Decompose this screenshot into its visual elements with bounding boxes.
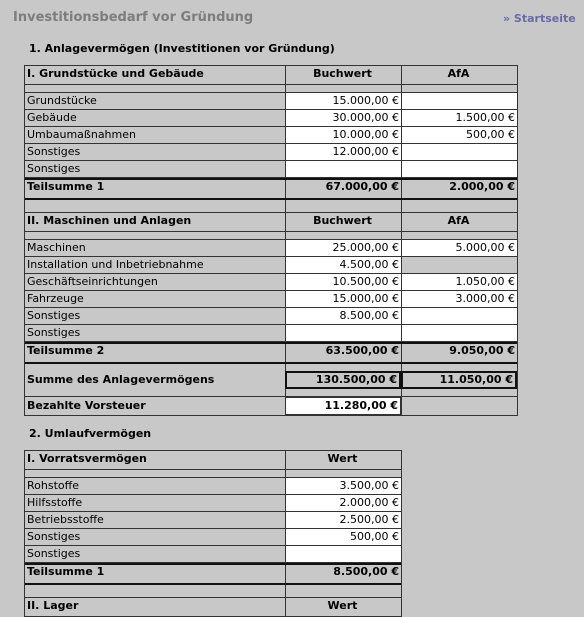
row-label: Sonstiges <box>25 144 285 160</box>
vorsteuer-row <box>25 397 517 416</box>
subtotal-row <box>25 178 517 200</box>
subtotal-afa: 9.050,00 € <box>401 344 517 362</box>
summe-label: Summe des Anlagevermögens <box>27 373 215 386</box>
spacer-row <box>25 232 517 240</box>
buchwert-input[interactable]: 30.000,00 € <box>285 110 401 126</box>
afa-input[interactable]: 1.500,00 € <box>401 110 517 126</box>
header-cell: I. Grundstücke und Gebäude <box>27 67 204 80</box>
summe-row <box>25 371 517 389</box>
afa-input[interactable]: 500,00 € <box>401 127 517 143</box>
header-cell: II. Maschinen und Anlagen <box>27 214 192 227</box>
header-cell: Wert <box>285 598 401 616</box>
summe-buchwert: 130.500,00 € <box>285 371 401 389</box>
wert-input[interactable]: 500,00 € <box>285 529 401 545</box>
row-label: Installation und Inbetriebnahme <box>25 257 285 273</box>
section-heading-umlaufvermoegen: 2. Umlaufvermögen <box>29 427 152 440</box>
row-label: Fahrzeuge <box>25 291 285 307</box>
afa-input[interactable]: 1.050,00 € <box>401 274 517 290</box>
wert-input[interactable]: 3.500,00 € <box>285 478 401 494</box>
spacer-row <box>25 585 401 598</box>
buchwert-input[interactable]: 15.000,00 € <box>285 93 401 109</box>
row-label: Maschinen <box>25 240 285 256</box>
afa-input[interactable]: 3.000,00 € <box>401 291 517 307</box>
header-cell: AfA <box>401 66 517 84</box>
table-row <box>25 495 401 512</box>
buchwert-input[interactable] <box>285 325 401 341</box>
wert-input[interactable] <box>285 546 401 562</box>
header-cell: II. Lager <box>27 599 79 612</box>
subtotal-row <box>25 563 401 585</box>
table-header <box>25 450 401 470</box>
afa-input[interactable] <box>401 325 517 341</box>
row-label: Umbaumaßnahmen <box>25 127 285 143</box>
subtotal-label: Teilsumme 1 <box>27 565 105 578</box>
table-row <box>25 308 517 325</box>
row-label: Rohstoffe <box>25 478 285 494</box>
table-header <box>25 213 517 232</box>
spacer-row <box>25 85 517 93</box>
row-label: Sonstiges <box>25 308 285 324</box>
header-cell: Buchwert <box>285 213 401 231</box>
afa-input[interactable]: 5.000,00 € <box>401 240 517 256</box>
spacer-row <box>25 364 517 371</box>
row-label: Geschäftseinrichtungen <box>25 274 285 290</box>
table-row <box>25 110 517 127</box>
spacer-row <box>25 470 401 478</box>
table-row <box>25 478 401 495</box>
afa-input[interactable] <box>401 144 517 160</box>
row-label: Sonstiges <box>25 529 285 545</box>
table-row <box>25 257 517 274</box>
subtotal-label: Teilsumme 2 <box>27 344 105 357</box>
afa-input[interactable] <box>401 93 517 109</box>
buchwert-input[interactable]: 4.500,00 € <box>285 257 401 273</box>
buchwert-input[interactable]: 25.000,00 € <box>285 240 401 256</box>
subtotal-wert: 8.500,00 € <box>285 565 401 583</box>
row-label: Gebäude <box>25 110 285 126</box>
row-label: Sonstiges <box>25 546 285 562</box>
buchwert-input[interactable]: 8.500,00 € <box>285 308 401 324</box>
summe-afa: 11.050,00 € <box>401 371 517 389</box>
table-row <box>25 291 517 308</box>
table-row <box>25 325 517 342</box>
buchwert-input[interactable]: 10.000,00 € <box>285 127 401 143</box>
spacer-row <box>25 389 517 397</box>
table-row <box>25 161 517 178</box>
subtotal-buchwert: 67.000,00 € <box>285 180 401 198</box>
afa-input[interactable] <box>401 161 517 177</box>
table-row <box>25 144 517 161</box>
header-cell: AfA <box>401 213 517 231</box>
subtotal-label: Teilsumme 1 <box>27 180 105 193</box>
wert-input[interactable]: 2.000,00 € <box>285 495 401 511</box>
buchwert-input[interactable]: 12.000,00 € <box>285 144 401 160</box>
spacer-row <box>25 200 517 213</box>
vorsteuer-label: Bezahlte Vorsteuer <box>27 399 146 412</box>
table-row <box>25 512 401 529</box>
table-row <box>25 546 401 563</box>
header-cell: Buchwert <box>285 66 401 84</box>
table-grundstuecke <box>24 65 518 416</box>
table-row <box>25 274 517 291</box>
table-row <box>25 240 517 257</box>
section-heading-anlagevermoegen: 1. Anlagevermögen (Investitionen vor Gründung) <box>29 42 335 55</box>
table-vorratsvermoegen <box>24 450 402 617</box>
table-row <box>25 127 517 144</box>
table-header <box>25 65 517 85</box>
row-label: Betriebsstoffe <box>25 512 285 528</box>
subtotal-buchwert: 63.500,00 € <box>285 344 401 362</box>
table-row <box>25 93 517 110</box>
table-header <box>25 598 401 617</box>
startseite-link[interactable]: » Startseite <box>503 12 576 25</box>
subtotal-afa: 2.000,00 € <box>401 180 517 198</box>
row-label: Sonstiges <box>25 161 285 177</box>
header-cell: I. Vorratsvermögen <box>27 452 147 465</box>
vorsteuer-input[interactable]: 11.280,00 € <box>285 397 401 415</box>
buchwert-input[interactable]: 15.000,00 € <box>285 291 401 307</box>
buchwert-input[interactable]: 10.500,00 € <box>285 274 401 290</box>
table-row <box>25 529 401 546</box>
afa-input[interactable] <box>401 308 517 324</box>
buchwert-input[interactable] <box>285 161 401 177</box>
row-label: Grundstücke <box>25 93 285 109</box>
row-label: Hilfsstoffe <box>25 495 285 511</box>
page-title: Investitionsbedarf vor Gründung <box>13 10 254 25</box>
row-label: Sonstiges <box>25 325 285 341</box>
wert-input[interactable]: 2.500,00 € <box>285 512 401 528</box>
subtotal-row <box>25 342 517 364</box>
header-cell: Wert <box>285 451 401 469</box>
afa-cell <box>401 257 517 273</box>
